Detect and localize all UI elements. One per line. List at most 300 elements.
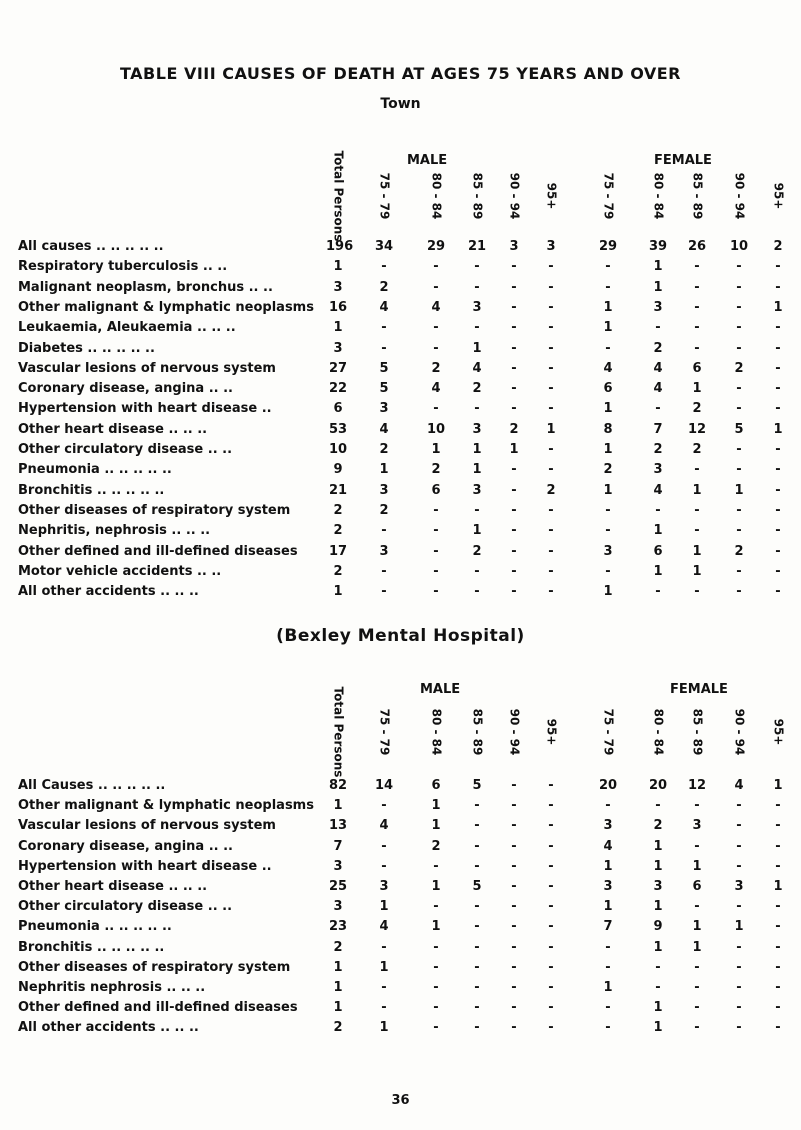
table-cell: 1 xyxy=(773,778,783,793)
table-cell: 2 xyxy=(431,462,441,478)
table-cell: - xyxy=(474,980,480,995)
table-cell: 1 xyxy=(333,1000,343,1016)
row-label: Other malignant & lymphatic neoplasms xyxy=(18,299,314,315)
column-header-label: 90 - 94 xyxy=(507,708,522,756)
table-cell: 1 xyxy=(653,1000,663,1016)
table-cell: 4 xyxy=(653,381,663,397)
table-cell: - xyxy=(548,584,554,600)
table-cell: 1 xyxy=(431,919,441,935)
table-cell: - xyxy=(511,279,517,295)
table-cell: - xyxy=(775,502,781,518)
table-cell: - xyxy=(381,340,387,356)
table-row xyxy=(0,259,801,277)
table-cell: - xyxy=(511,919,517,935)
table-cell: 34 xyxy=(374,239,394,254)
row-label: Other defined and ill-defined diseases xyxy=(18,543,298,559)
table-cell: 20 xyxy=(648,778,668,793)
row-label: Hypertension with heart disease .. xyxy=(18,401,272,417)
table-cell: 4 xyxy=(603,838,613,854)
section-title-hospital: (Bexley Mental Hospital) xyxy=(276,626,525,646)
table-cell: - xyxy=(548,1000,554,1016)
row-label: Hypertension with heart disease .. xyxy=(18,858,272,874)
table-cell: - xyxy=(433,320,439,336)
row-label: All Causes .. .. .. .. .. xyxy=(18,778,166,793)
table-cell: - xyxy=(736,1020,742,1036)
column-header xyxy=(426,166,446,226)
table-cell: - xyxy=(775,523,781,539)
table-cell: 4 xyxy=(379,421,389,437)
table-cell: - xyxy=(775,939,781,955)
table-cell: 1 xyxy=(333,798,343,814)
table-cell: 82 xyxy=(328,778,348,793)
table-cell: - xyxy=(474,584,480,600)
column-header xyxy=(504,702,524,762)
table-cell: 1 xyxy=(653,858,663,874)
table-row xyxy=(0,320,801,338)
table-cell: 1 xyxy=(333,320,343,336)
table-cell: 53 xyxy=(328,421,348,437)
table-cell: 1 xyxy=(603,584,613,600)
table-cell: - xyxy=(511,543,517,559)
table-cell: - xyxy=(511,939,517,955)
table-cell: 4 xyxy=(379,919,389,935)
table-cell: - xyxy=(548,523,554,539)
table-cell: - xyxy=(548,442,554,457)
table-cell: 2 xyxy=(333,502,343,518)
table-cell: 1 xyxy=(653,279,663,295)
table-cell: - xyxy=(736,980,742,995)
table-cell: 16 xyxy=(328,299,348,315)
table-row xyxy=(0,798,801,816)
table-cell: - xyxy=(511,360,517,376)
table-cell: - xyxy=(694,838,700,854)
table-cell: - xyxy=(694,340,700,356)
column-header xyxy=(768,702,788,762)
row-label: Other circulatory disease .. .. xyxy=(18,899,233,915)
table-cell: 17 xyxy=(328,543,348,559)
table-cell: 2 xyxy=(379,502,389,518)
table-cell: - xyxy=(548,462,554,478)
table-row xyxy=(0,544,801,562)
table-cell: 196 xyxy=(326,239,354,254)
table-cell: 3 xyxy=(333,279,343,295)
column-header-label: 80 - 84 xyxy=(429,708,444,756)
column-header xyxy=(374,166,394,226)
table-cell: - xyxy=(474,959,480,975)
table-cell: 3 xyxy=(653,879,663,894)
column-header-label: 95+ xyxy=(771,182,786,210)
table-cell: - xyxy=(511,959,517,975)
table-cell: - xyxy=(548,340,554,356)
table-cell: 3 xyxy=(509,239,519,254)
table-cell: - xyxy=(433,1000,439,1016)
column-header-label: 85 - 89 xyxy=(470,708,485,756)
table-cell: 1 xyxy=(653,899,663,915)
table-cell: - xyxy=(694,502,700,518)
table-cell: - xyxy=(548,980,554,995)
table-cell: 7 xyxy=(603,919,613,935)
column-header xyxy=(648,166,668,226)
table-cell: 1 xyxy=(734,919,744,935)
column-header-label: 75 - 79 xyxy=(601,172,616,220)
table-row xyxy=(0,1000,801,1018)
table-cell: - xyxy=(775,442,781,457)
column-header xyxy=(374,702,394,762)
table-cell: 1 xyxy=(603,980,613,995)
table-cell: 2 xyxy=(431,360,441,376)
column-header-label: 90 - 94 xyxy=(732,708,747,756)
column-header xyxy=(541,166,561,226)
table-cell: - xyxy=(474,798,480,814)
table-row xyxy=(0,980,801,998)
table-cell: - xyxy=(775,959,781,975)
row-label: Other heart disease .. .. .. xyxy=(18,421,208,437)
row-label: Vascular lesions of nervous system xyxy=(18,360,276,376)
table-cell: 1 xyxy=(692,543,702,559)
table-cell: - xyxy=(775,462,781,478)
table-cell: 4 xyxy=(734,778,744,793)
table-cell: 29 xyxy=(598,239,618,254)
table-cell: - xyxy=(775,818,781,834)
table-cell: - xyxy=(511,838,517,854)
table-cell: - xyxy=(433,401,439,417)
table-cell: 4 xyxy=(431,299,441,315)
table-row xyxy=(0,381,801,399)
table-cell: - xyxy=(511,523,517,539)
table-cell: - xyxy=(433,563,439,579)
table-cell: - xyxy=(511,879,517,894)
table-cell: 1 xyxy=(546,421,556,437)
table-cell: 3 xyxy=(603,818,613,834)
table-cell: - xyxy=(736,320,742,336)
table-cell: - xyxy=(694,584,700,600)
table-cell: 10 xyxy=(328,442,348,457)
table-cell: 3 xyxy=(333,858,343,874)
table-cell: - xyxy=(511,482,517,498)
table-cell: - xyxy=(694,279,700,295)
table-cell: 12 xyxy=(687,421,707,437)
table-cell: 4 xyxy=(653,360,663,376)
row-label: Nephritis, nephrosis .. .. .. xyxy=(18,523,211,539)
table-cell: - xyxy=(655,980,661,995)
table-cell: - xyxy=(381,259,387,275)
table-cell: 3 xyxy=(472,299,482,315)
table-cell: 1 xyxy=(692,919,702,935)
table-cell: 1 xyxy=(653,523,663,539)
table-cell: 3 xyxy=(379,879,389,894)
table-cell: - xyxy=(474,899,480,915)
table-cell: 1 xyxy=(472,462,482,478)
table-cell: 1 xyxy=(431,442,441,457)
column-header xyxy=(729,166,749,226)
table-cell: 3 xyxy=(653,299,663,315)
table-cell: 1 xyxy=(379,959,389,975)
table-cell: - xyxy=(433,259,439,275)
table-cell: 8 xyxy=(603,421,613,437)
column-header-label: 95+ xyxy=(544,182,559,210)
table-cell: - xyxy=(736,939,742,955)
table-cell: - xyxy=(474,818,480,834)
column-header-label: 75 - 79 xyxy=(601,708,616,756)
table-cell: - xyxy=(605,259,611,275)
table-row xyxy=(0,239,801,257)
table-cell: 2 xyxy=(431,838,441,854)
female-header: FEMALE xyxy=(654,153,712,168)
table-cell: - xyxy=(775,858,781,874)
table-cell: 2 xyxy=(333,563,343,579)
table-row xyxy=(0,1020,801,1038)
column-header-label: 75 - 79 xyxy=(377,172,392,220)
table-row xyxy=(0,361,801,379)
table-cell: - xyxy=(694,1000,700,1016)
table-row xyxy=(0,503,801,521)
column-header xyxy=(687,702,707,762)
table-cell: 23 xyxy=(328,919,348,935)
table-cell: 5 xyxy=(379,381,389,397)
table-cell: 2 xyxy=(734,360,744,376)
table-cell: - xyxy=(548,858,554,874)
table-cell: 1 xyxy=(333,259,343,275)
table-cell: - xyxy=(736,959,742,975)
column-header xyxy=(768,166,788,226)
table-cell: - xyxy=(433,584,439,600)
table-cell: - xyxy=(381,320,387,336)
table-cell: - xyxy=(694,899,700,915)
table-row xyxy=(0,483,801,501)
column-header-label: 75 - 79 xyxy=(377,708,392,756)
table-cell: - xyxy=(381,584,387,600)
table-cell: - xyxy=(511,563,517,579)
table-cell: - xyxy=(655,320,661,336)
table-cell: 2 xyxy=(333,523,343,539)
page-title: TABLE VIII CAUSES OF DEATH AT AGES 75 YEARS AND OVER xyxy=(120,64,681,83)
table-cell: - xyxy=(511,858,517,874)
table-cell: 3 xyxy=(379,401,389,417)
table-cell: 1 xyxy=(379,899,389,915)
table-cell: 1 xyxy=(333,959,343,975)
table-cell: 1 xyxy=(692,939,702,955)
table-cell: 1 xyxy=(653,563,663,579)
table-cell: - xyxy=(548,838,554,854)
table-cell: 12 xyxy=(687,778,707,793)
table-cell: - xyxy=(694,980,700,995)
table-cell: - xyxy=(775,543,781,559)
table-cell: 5 xyxy=(734,421,744,437)
table-cell: - xyxy=(474,939,480,955)
table-cell: 4 xyxy=(472,360,482,376)
table-cell: - xyxy=(511,584,517,600)
table-cell: - xyxy=(736,818,742,834)
column-header xyxy=(687,166,707,226)
table-cell: 4 xyxy=(379,299,389,315)
table-cell: 1 xyxy=(379,462,389,478)
table-cell: 4 xyxy=(653,482,663,498)
table-cell: - xyxy=(736,838,742,854)
table-cell: - xyxy=(511,778,517,793)
table-cell: - xyxy=(736,899,742,915)
table-cell: 29 xyxy=(426,239,446,254)
table-cell: 1 xyxy=(379,1020,389,1036)
table-cell: - xyxy=(605,523,611,539)
table-cell: - xyxy=(736,259,742,275)
row-label: Bronchitis .. .. .. .. .. xyxy=(18,482,165,498)
table-cell: - xyxy=(474,858,480,874)
column-header xyxy=(648,702,668,762)
table-cell: 27 xyxy=(328,360,348,376)
table-cell: 1 xyxy=(773,879,783,894)
table-cell: 1 xyxy=(653,259,663,275)
table-cell: - xyxy=(511,818,517,834)
table-cell: - xyxy=(775,320,781,336)
table-cell: - xyxy=(694,259,700,275)
table-cell: 1 xyxy=(692,482,702,498)
table-cell: - xyxy=(511,1020,517,1036)
table-cell: 3 xyxy=(546,239,556,254)
row-label: Other diseases of respiratory system xyxy=(18,959,291,975)
row-label: Other malignant & lymphatic neoplasms xyxy=(18,798,314,814)
column-header xyxy=(426,702,446,762)
table-cell: - xyxy=(736,798,742,814)
column-header-label: 90 - 94 xyxy=(732,172,747,220)
table-cell: - xyxy=(605,502,611,518)
table-cell: 1 xyxy=(692,858,702,874)
table-cell: - xyxy=(433,899,439,915)
table-cell: 1 xyxy=(472,442,482,457)
table-cell: 10 xyxy=(426,421,446,437)
column-header xyxy=(467,166,487,226)
table-cell: - xyxy=(381,1000,387,1016)
table-cell: - xyxy=(381,563,387,579)
table-cell: - xyxy=(474,401,480,417)
table-cell: 2 xyxy=(692,442,702,457)
table-cell: - xyxy=(548,899,554,915)
column-header xyxy=(504,166,524,226)
table-row xyxy=(0,899,801,917)
table-cell: 2 xyxy=(734,543,744,559)
table-cell: 39 xyxy=(648,239,668,254)
column-header xyxy=(598,166,618,226)
table-cell: - xyxy=(775,279,781,295)
table-cell: 2 xyxy=(653,340,663,356)
table-cell: 6 xyxy=(431,778,441,793)
table-cell: - xyxy=(433,959,439,975)
table-cell: - xyxy=(511,899,517,915)
table-cell: - xyxy=(511,502,517,518)
row-label: Diabetes .. .. .. .. .. xyxy=(18,340,155,356)
table-cell: 26 xyxy=(687,239,707,254)
column-header-label: 85 - 89 xyxy=(690,172,705,220)
table-cell: - xyxy=(548,299,554,315)
table-cell: 3 xyxy=(472,482,482,498)
table-cell: 1 xyxy=(509,442,519,457)
table-cell: 1 xyxy=(333,584,343,600)
table-cell: - xyxy=(511,798,517,814)
table-cell: - xyxy=(381,858,387,874)
table-cell: 1 xyxy=(431,879,441,894)
table-cell: - xyxy=(694,462,700,478)
table-cell: 10 xyxy=(729,239,749,254)
table-cell: - xyxy=(474,1000,480,1016)
table-cell: - xyxy=(433,279,439,295)
female-header: FEMALE xyxy=(670,682,728,697)
table-cell: - xyxy=(511,980,517,995)
table-cell: - xyxy=(548,939,554,955)
table-cell: 14 xyxy=(374,778,394,793)
table-cell: 1 xyxy=(692,381,702,397)
table-cell: 1 xyxy=(692,563,702,579)
table-row xyxy=(0,341,801,359)
column-header-label: 85 - 89 xyxy=(690,708,705,756)
row-label: Vascular lesions of nervous system xyxy=(18,818,276,834)
table-cell: 3 xyxy=(692,818,702,834)
table-cell: - xyxy=(548,279,554,295)
table-cell: - xyxy=(775,340,781,356)
table-cell: 4 xyxy=(603,360,613,376)
table-cell: 21 xyxy=(467,239,487,254)
table-cell: - xyxy=(736,279,742,295)
table-cell: 6 xyxy=(653,543,663,559)
table-cell: - xyxy=(381,523,387,539)
table-cell: - xyxy=(474,259,480,275)
row-label: Pneumonia .. .. .. .. .. xyxy=(18,462,172,478)
table-cell: - xyxy=(474,502,480,518)
row-label: Respiratory tuberculosis .. .. xyxy=(18,259,228,275)
male-header: MALE xyxy=(407,153,448,168)
row-label: Other defined and ill-defined diseases xyxy=(18,1000,298,1016)
table-cell: 9 xyxy=(653,919,663,935)
column-header-label: 90 - 94 xyxy=(507,172,522,220)
section-subtitle-town: Town xyxy=(380,96,421,112)
table-cell: 3 xyxy=(603,879,613,894)
table-cell: - xyxy=(736,858,742,874)
table-cell: - xyxy=(433,340,439,356)
table-cell: - xyxy=(694,523,700,539)
table-row xyxy=(0,280,801,298)
table-cell: - xyxy=(381,939,387,955)
table-cell: - xyxy=(433,502,439,518)
table-row xyxy=(0,879,801,897)
table-cell: 1 xyxy=(603,858,613,874)
column-header-label: Total Persons xyxy=(331,150,346,242)
table-cell: - xyxy=(433,1020,439,1036)
table-cell: - xyxy=(775,838,781,854)
table-cell: - xyxy=(775,259,781,275)
row-label: Bronchitis .. .. .. .. .. xyxy=(18,939,165,955)
column-header-label: 95+ xyxy=(544,718,559,746)
table-cell: - xyxy=(775,563,781,579)
table-cell: 2 xyxy=(333,939,343,955)
table-row xyxy=(0,401,801,419)
table-cell: - xyxy=(736,381,742,397)
table-cell: - xyxy=(548,259,554,275)
table-cell: - xyxy=(605,1020,611,1036)
row-label: Motor vehicle accidents .. .. xyxy=(18,563,222,579)
table-cell: 1 xyxy=(653,838,663,854)
table-cell: - xyxy=(511,320,517,336)
column-header-label: Total Persons xyxy=(331,686,346,778)
table-cell: - xyxy=(511,1000,517,1016)
table-cell: 1 xyxy=(603,401,613,417)
table-cell: - xyxy=(775,919,781,935)
row-label: Pneumonia .. .. .. .. .. xyxy=(18,919,172,935)
table-cell: 1 xyxy=(773,421,783,437)
page-number: 36 xyxy=(391,1093,410,1108)
male-header: MALE xyxy=(420,682,461,697)
table-cell: - xyxy=(605,959,611,975)
table-cell: - xyxy=(474,838,480,854)
table-cell: - xyxy=(694,798,700,814)
table-cell: 2 xyxy=(546,482,556,498)
